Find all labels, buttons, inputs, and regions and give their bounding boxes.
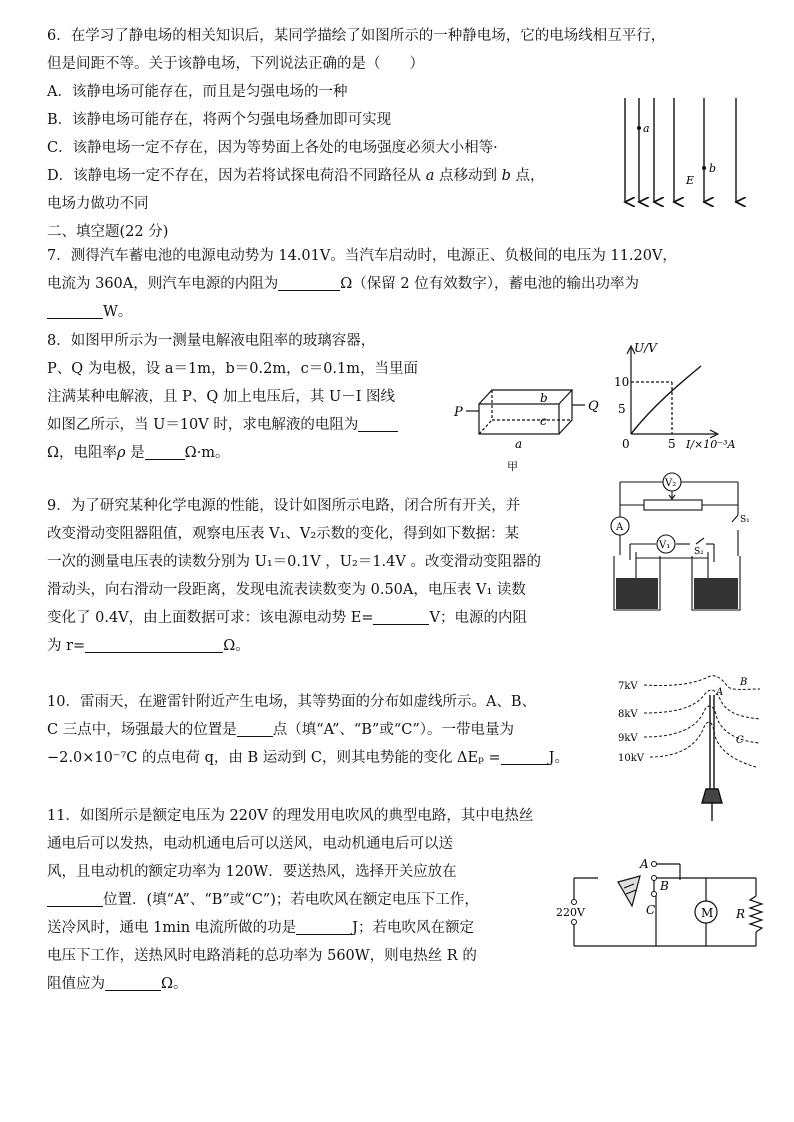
question-11 bbox=[47, 802, 533, 998]
equipotential-9kV: 9kV bbox=[618, 733, 638, 744]
q8-line-3: 注满某种电解液，且 P、Q 加上电压后，其 U－I 图线 bbox=[47, 389, 396, 405]
answer-blank[interactable] bbox=[501, 746, 549, 765]
q8-container-figure bbox=[452, 380, 602, 476]
q9-circuit-figure bbox=[606, 460, 756, 620]
q11-line-7: 阻值应为 Ω。 bbox=[47, 970, 533, 998]
graph-x-tick-5: 5 bbox=[668, 437, 676, 451]
q9-line-5: 变化了 0.4V，由上面数据可求：该电源电动势 E= V；电源的内阻 bbox=[47, 604, 541, 632]
q6-field-lines-figure bbox=[612, 92, 752, 210]
switch-S1-label: S₁ bbox=[740, 515, 750, 525]
q10-line-1: 10．雷雨天，在避雷针附近产生电场，其等势面的分布如虚线所示。A、B、 bbox=[47, 694, 537, 710]
q9-line-2: 改变滑动变阻器阻值，观察电压表 V₁、V₂示数的变化，得到如下数据：某 bbox=[47, 526, 520, 542]
question-10 bbox=[47, 688, 569, 772]
motor-M-label: M bbox=[701, 906, 714, 920]
question-9 bbox=[47, 492, 541, 660]
voltmeter-V2-label: V₂ bbox=[665, 478, 677, 489]
switch-S2-label: S₂ bbox=[694, 547, 704, 557]
q11-line-6: 电压下工作，送热风时电路消耗的总功率为 560W，则电热丝 R 的 bbox=[47, 948, 477, 964]
dim-b-label: b bbox=[540, 391, 548, 405]
q6-option-d: D．该静电场一定不存在，因为若将试探电荷沿不同路径从 a 点移动到 b 点， bbox=[47, 168, 545, 184]
section-2-title: 二、填空题(22 分) bbox=[47, 224, 169, 240]
answer-blank[interactable] bbox=[373, 606, 429, 625]
question-6 bbox=[47, 22, 665, 246]
equipotential-7kV: 7kV bbox=[618, 681, 638, 692]
question-8 bbox=[47, 327, 418, 467]
q10-line-2: C 三点中，场强最大的位置是 点（填“A”、“B”或“C”）。一带电量为 bbox=[47, 716, 569, 744]
answer-blank[interactable] bbox=[296, 916, 352, 935]
field-E-label: E bbox=[686, 174, 695, 187]
q8-line-5: Ω，电阻率ρ 是 Ω·m。 bbox=[47, 439, 418, 467]
q9-line-3: 一次的测量电压表的读数分别为 U₁＝0.1V ，U₂＝1.4V 。改变滑动变阻器的 bbox=[47, 554, 541, 570]
q9-line-4: 滑动头，向右滑动一段距离，发现电流表读数变为 0.50A，电压表 V₁ 读数 bbox=[47, 582, 526, 598]
q8-line-4: 如图乙所示，当 U＝10V 时，求电解液的电阻为 bbox=[47, 411, 418, 439]
q11-line-2: 通电后可以发热，电动机通电后可以送风，电动机通电后可以送 bbox=[47, 836, 453, 852]
answer-blank[interactable] bbox=[237, 718, 273, 737]
graph-y-label: U/V bbox=[634, 341, 657, 355]
point-B-label: B bbox=[740, 677, 748, 688]
dim-a-label: a bbox=[515, 437, 523, 451]
voltmeter-V1-label: V₁ bbox=[659, 540, 671, 551]
q8-line-1: 8．如图甲所示为一测量电解液电阻率的玻璃容器， bbox=[47, 333, 376, 349]
q6-option-b: B．该静电场可能存在，将两个匀强电场叠加即可实现 bbox=[47, 112, 392, 128]
q6-option-c: C．该静电场一定不存在，因为等势面上各处的电场强度必须大小相等· bbox=[47, 140, 498, 156]
q9-line-1: 9．为了研究某种化学电源的性能，设计如图所示电路，闭合所有开关，并 bbox=[47, 498, 521, 514]
graph-y-tick-5: 5 bbox=[618, 402, 626, 416]
equipotential-10kV: 10kV bbox=[618, 753, 645, 764]
q11-line-5: 送冷风时，通电 1min 电流所做的功是 J；若电吹风在额定 bbox=[47, 914, 533, 942]
point-C-label: C bbox=[736, 735, 744, 746]
supply-voltage-label: 220V bbox=[556, 906, 585, 919]
switch-B-label: B bbox=[660, 879, 669, 893]
answer-blank[interactable] bbox=[85, 634, 223, 653]
q11-line-1: 11．如图所示是额定电压为 220V 的理发用电吹风的典型电路，其中电热丝 bbox=[47, 808, 534, 824]
answer-blank[interactable] bbox=[278, 272, 340, 291]
graph-y-tick-10: 10 bbox=[614, 375, 630, 389]
point-a-label: a bbox=[643, 122, 650, 135]
q8-ui-graph bbox=[606, 340, 756, 455]
q9-line-6: 为 r= Ω。 bbox=[47, 632, 541, 660]
question-7 bbox=[47, 242, 677, 326]
q7-line-3: W。 bbox=[47, 298, 677, 326]
dim-c-label: c bbox=[540, 414, 547, 428]
q8-line-2: P、Q 为电极，设 a＝1m，b＝0.2m，c＝0.1m，当里面 bbox=[47, 361, 419, 377]
answer-blank[interactable] bbox=[47, 888, 103, 907]
q11-line-4: 位置．(填“A”、“B”或“C”)；若电吹风在额定电压下工作， bbox=[47, 886, 533, 914]
electrode-P-label: P bbox=[454, 405, 463, 420]
point-b-label: b bbox=[709, 162, 717, 175]
graph-x-tick-0: 0 bbox=[622, 437, 630, 451]
graph-x-label: I/×10⁻³A bbox=[686, 438, 736, 451]
answer-blank[interactable] bbox=[145, 441, 185, 460]
q7-line-2: 电流为 360A，则汽车电源的内阻为 Ω（保留 2 位有效数字），蓄电池的输出功率为 bbox=[47, 270, 677, 298]
q6-option-a: A．该静电场可能存在，而且是匀强电场的一种 bbox=[47, 84, 348, 100]
q11-line-3: 风，且电动机的额定功率为 120W．要送热风，选择开关应放在 bbox=[47, 864, 457, 880]
equipotential-8kV: 8kV bbox=[618, 709, 638, 720]
q10-lightning-rod-figure bbox=[616, 665, 766, 825]
q6-stem-line-1: 6．在学习了静电场的相关知识后，某同学描绘了如图所示的一种静电场，它的电场线相互平行， bbox=[47, 28, 666, 44]
q6-stem-line-2: 但是间距不等。关于该静电场，下列说法正确的是（ ） bbox=[47, 56, 424, 72]
switch-A-label: A bbox=[640, 857, 649, 871]
answer-blank[interactable] bbox=[105, 972, 161, 991]
heater-R-label: R bbox=[736, 907, 746, 921]
point-A-label: A bbox=[716, 687, 724, 698]
figure-caption: 甲 bbox=[507, 460, 518, 473]
ammeter-A-label: A bbox=[616, 522, 624, 533]
q11-hairdryer-circuit bbox=[556, 850, 770, 960]
answer-blank[interactable] bbox=[358, 413, 398, 432]
answer-blank[interactable] bbox=[47, 300, 103, 319]
q6-option-d-cont: 电场力做功不同 bbox=[47, 196, 149, 212]
q10-line-3: −2.0×10⁻⁷C 的点电荷 q，由 B 运动到 C，则其电势能的变化 ΔEₚ = J。 bbox=[47, 744, 569, 772]
switch-C-label: C bbox=[646, 903, 656, 917]
q7-line-1: 7．测得汽车蓄电池的电源电动势为 14.01V。当汽车启动时，电源正、负极间的电压为 11.20V， bbox=[47, 248, 677, 264]
electrode-Q-label: Q bbox=[588, 399, 599, 414]
